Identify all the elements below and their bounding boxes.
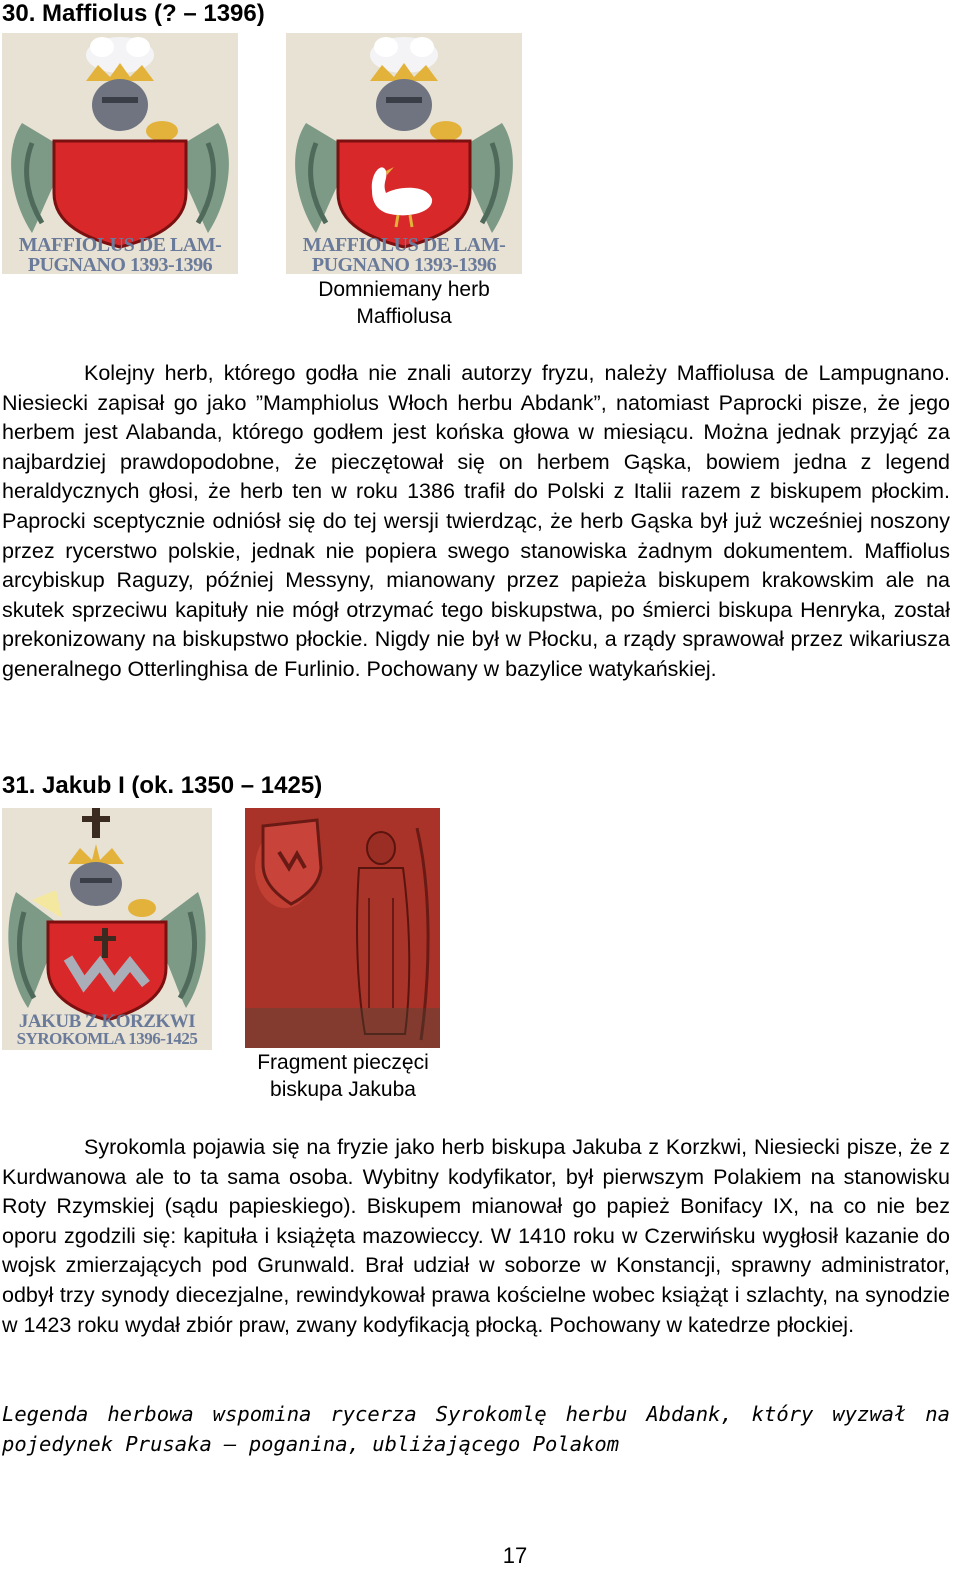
page-number: 17: [502, 1543, 528, 1568]
section-30-paragraph: [2, 359, 950, 685]
figure-caption-line1: Domniemany herb: [318, 278, 490, 301]
seal-fragment-image: [245, 808, 440, 1048]
image-label-line1: MAFFIOLUS DE LAM-: [18, 234, 222, 256]
section-heading-31: 31. Jakub I (ok. 1350 – 1425): [2, 772, 323, 799]
image-label-line2: PUGNANO 1393-1396: [27, 254, 213, 274]
section-31-paragraph-text: Syrokomla pojawia się na fryzie jako herb biskupa Jakuba z Korzkwi, Niesiecki pisze, że z Kurdwanowa ale to ta sama osoba. Wybitny kodyfikator, był pierwszym Polakiem na stanowisku Roty Rzymskiej (sądu papieskiego). Biskupem mianował go papież Bonifacy IX, na co nie bez oporu zgodzili się: kapituła i książęta mazowieccy. W 1410 roku w Czerwińsku wygłosił kazanie do wojsk zmierzających pod Grunwald. Brał udział w soborze w Konstancji, sprawny administrator, odbył trzy synody diecezjalne, rewindykował prawa kościelne wobec książąt i szlachty, na synodzie w 1423 roku wydał zbiór praw, zwany kodyfikacją płocką. Pochowany w katedrze płockiej.: [2, 1135, 950, 1337]
coat-of-arms-image-jakub: [2, 808, 212, 1050]
figure-caption-line1: Fragment pieczęci: [257, 1051, 429, 1074]
figure-caption-line2: biskupa Jakuba: [270, 1078, 416, 1101]
image-label-line1: MAFFIOLUS DE LAM-: [302, 234, 506, 256]
figure-caption-line2: Maffiolusa: [356, 305, 452, 328]
coat-of-arms-image-maffiolus-1: [2, 33, 238, 274]
section-heading-30: 30. Maffiolus (? – 1396): [2, 0, 265, 27]
image-label-line2: PUGNANO 1393-1396: [311, 254, 497, 274]
legend-paragraph-text: Legenda herbowa wspomina rycerza Syrokomlę herbu Abdank, który wyzwał na pojedynek Prusaka – poganina, ubliżającego Polakom: [2, 1402, 950, 1456]
legend-paragraph: [2, 1400, 950, 1459]
seal-icon: [245, 808, 440, 1048]
image-label-line2: SYROKOMLA 1396-1425: [16, 1029, 198, 1048]
image-label-line1: JAKUB Z KORZKWI: [18, 1011, 196, 1032]
coat-of-arms-image-maffiolus-2: [286, 33, 522, 274]
section-31-paragraph: [2, 1133, 950, 1340]
section-30-paragraph-text: Kolejny herb, którego godła nie znali autorzy fryzu, należy Maffiolusa de Lampugnano. Niesiecki zapisał go jako ”Mamphiolus Włoch herbu Abdank”, natomiast Paprocki pisze, że jego herbem jest Alabanda, którego godłem jest końska głowa w miesiącu. Można jednak przyjąć za najbardziej prawdopodobne, że pieczętował się on herbem Gąska, bowiem jedna z legend heraldycznych głosi, że herb ten w roku 1386 trafił do Polski z Italii razem z biskupem płockim. Paprocki sceptycznie odniósł się do tej wersji twierdząc, że herb Gąska był już wcześniej noszony przez rycerstwo polskie, jednak nie popiera swego stanowiska żadnym dokumentem. Maffiolus arcybiskup Raguzy, później Messyny, mianowany przez papieża biskupem krakowskim ale na skutek sprzeciwu kapituły nie mógł otrzymać tego biskupstwa, po śmierci biskupa Henryka, został prekonizowany na biskupstwo płockie. Nigdy nie był w Płocku, a rządy sprawował przez wikariusza generalnego Otterlinghisa de Furlinio. Pochowany w bazylice watykańskiej.: [2, 361, 950, 681]
